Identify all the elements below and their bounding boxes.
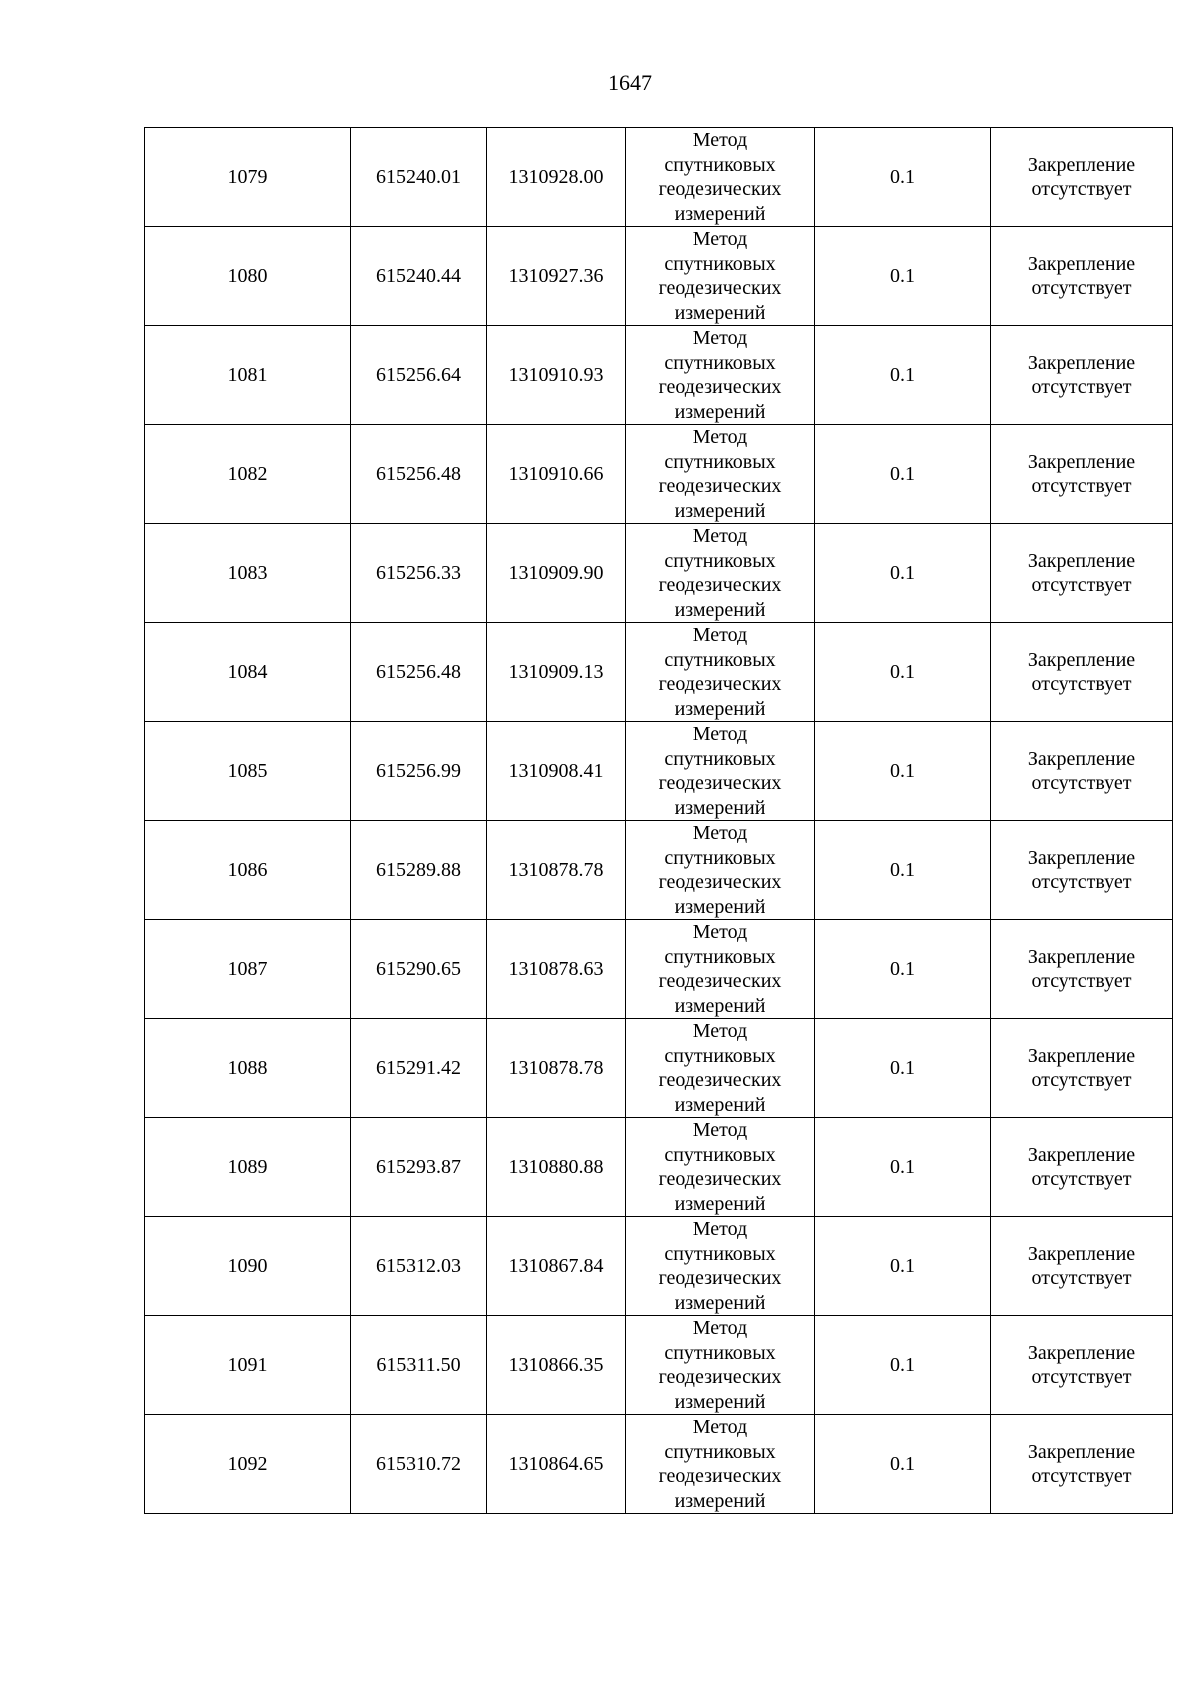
point-number-cell: 1086 [145, 821, 351, 920]
x-coordinate-cell: 615256.99 [351, 722, 487, 821]
fixing-cell [991, 524, 1173, 623]
method-text: Метод спутниковых геодезических измерений [658, 1317, 782, 1413]
x-coordinate-cell: 615256.48 [351, 623, 487, 722]
method-text: Метод спутниковых геодезических измерений [658, 525, 782, 621]
fixing-text: Закрепление отсутствует [1027, 1441, 1136, 1487]
point-number-cell: 1087 [145, 920, 351, 1019]
table-row [145, 425, 1173, 524]
x-coordinate-cell: 615312.03 [351, 1217, 487, 1316]
table-row [145, 524, 1173, 623]
fixing-cell [991, 1217, 1173, 1316]
accuracy-cell: 0.1 [815, 524, 991, 623]
accuracy-cell: 0.1 [815, 821, 991, 920]
method-text: Метод спутниковых геодезических измерений [658, 1020, 782, 1116]
point-number-cell: 1092 [145, 1415, 351, 1514]
table-row [145, 623, 1173, 722]
x-coordinate-cell: 615256.64 [351, 326, 487, 425]
accuracy-cell: 0.1 [815, 425, 991, 524]
x-coordinate-cell: 615290.65 [351, 920, 487, 1019]
fixing-cell [991, 128, 1173, 227]
fixing-cell [991, 1118, 1173, 1217]
x-coordinate-cell: 615240.44 [351, 227, 487, 326]
method-cell [626, 227, 815, 326]
y-coordinate-cell: 1310910.66 [487, 425, 626, 524]
accuracy-cell: 0.1 [815, 128, 991, 227]
method-cell [626, 1316, 815, 1415]
method-cell [626, 1217, 815, 1316]
y-coordinate-cell: 1310866.35 [487, 1316, 626, 1415]
table-row [145, 326, 1173, 425]
x-coordinate-cell: 615240.01 [351, 128, 487, 227]
method-text: Метод спутниковых геодезических измерений [658, 822, 782, 918]
y-coordinate-cell: 1310909.13 [487, 623, 626, 722]
point-number-cell: 1090 [145, 1217, 351, 1316]
y-coordinate-cell: 1310908.41 [487, 722, 626, 821]
table-row [145, 1316, 1173, 1415]
y-coordinate-cell: 1310878.78 [487, 821, 626, 920]
fixing-cell [991, 227, 1173, 326]
accuracy-cell: 0.1 [815, 722, 991, 821]
coordinates-table [144, 127, 1173, 1514]
table-row [145, 1217, 1173, 1316]
fixing-text: Закрепление отсутствует [1027, 253, 1136, 299]
accuracy-cell: 0.1 [815, 1118, 991, 1217]
table-row [145, 1415, 1173, 1514]
fixing-cell [991, 1415, 1173, 1514]
fixing-text: Закрепление отсутствует [1027, 1342, 1136, 1388]
fixing-cell [991, 920, 1173, 1019]
method-text: Метод спутниковых геодезических измерений [658, 1218, 782, 1314]
fixing-cell [991, 821, 1173, 920]
method-cell [626, 1019, 815, 1118]
x-coordinate-cell: 615310.72 [351, 1415, 487, 1514]
point-number-cell: 1081 [145, 326, 351, 425]
fixing-text: Закрепление отсутствует [1027, 946, 1136, 992]
accuracy-cell: 0.1 [815, 1316, 991, 1415]
x-coordinate-cell: 615293.87 [351, 1118, 487, 1217]
point-number-cell: 1083 [145, 524, 351, 623]
y-coordinate-cell: 1310867.84 [487, 1217, 626, 1316]
page-number: 1647 [608, 70, 652, 95]
accuracy-cell: 0.1 [815, 1019, 991, 1118]
fixing-text: Закрепление отсутствует [1027, 748, 1136, 794]
x-coordinate-cell: 615311.50 [351, 1316, 487, 1415]
fixing-text: Закрепление отсутствует [1027, 847, 1136, 893]
method-text: Метод спутниковых геодезических измерений [658, 624, 782, 720]
accuracy-cell: 0.1 [815, 227, 991, 326]
y-coordinate-cell: 1310878.78 [487, 1019, 626, 1118]
fixing-cell [991, 1316, 1173, 1415]
point-number-cell: 1080 [145, 227, 351, 326]
table-row [145, 1019, 1173, 1118]
fixing-text: Закрепление отсутствует [1027, 550, 1136, 596]
method-text: Метод спутниковых геодезических измерений [658, 129, 782, 225]
fixing-text: Закрепление отсутствует [1027, 1144, 1136, 1190]
fixing-cell [991, 326, 1173, 425]
accuracy-cell: 0.1 [815, 920, 991, 1019]
method-cell [626, 326, 815, 425]
method-cell [626, 1118, 815, 1217]
fixing-text: Закрепление отсутствует [1027, 451, 1136, 497]
table-row [145, 227, 1173, 326]
fixing-text: Закрепление отсутствует [1027, 1045, 1136, 1091]
point-number-cell: 1082 [145, 425, 351, 524]
y-coordinate-cell: 1310910.93 [487, 326, 626, 425]
point-number-cell: 1088 [145, 1019, 351, 1118]
accuracy-cell: 0.1 [815, 623, 991, 722]
fixing-text: Закрепление отсутствует [1027, 352, 1136, 398]
point-number-cell: 1084 [145, 623, 351, 722]
fixing-cell [991, 623, 1173, 722]
table-row [145, 128, 1173, 227]
method-text: Метод спутниковых геодезических измерений [658, 327, 782, 423]
y-coordinate-cell: 1310864.65 [487, 1415, 626, 1514]
x-coordinate-cell: 615291.42 [351, 1019, 487, 1118]
fixing-cell [991, 1019, 1173, 1118]
table-row [145, 920, 1173, 1019]
table-row [145, 821, 1173, 920]
method-cell [626, 920, 815, 1019]
y-coordinate-cell: 1310927.36 [487, 227, 626, 326]
accuracy-cell: 0.1 [815, 1217, 991, 1316]
method-cell [626, 128, 815, 227]
table-row [145, 722, 1173, 821]
y-coordinate-cell: 1310928.00 [487, 128, 626, 227]
coordinates-table-body [145, 128, 1173, 1514]
y-coordinate-cell: 1310878.63 [487, 920, 626, 1019]
x-coordinate-cell: 615289.88 [351, 821, 487, 920]
x-coordinate-cell: 615256.48 [351, 425, 487, 524]
table-row [145, 1118, 1173, 1217]
fixing-cell [991, 722, 1173, 821]
method-text: Метод спутниковых геодезических измерений [658, 1119, 782, 1215]
method-text: Метод спутниковых геодезических измерений [658, 723, 782, 819]
method-cell [626, 425, 815, 524]
fixing-text: Закрепление отсутствует [1027, 154, 1136, 200]
fixing-cell [991, 425, 1173, 524]
method-text: Метод спутниковых геодезических измерений [658, 228, 782, 324]
method-text: Метод спутниковых геодезических измерений [658, 921, 782, 1017]
y-coordinate-cell: 1310909.90 [487, 524, 626, 623]
method-text: Метод спутниковых геодезических измерений [658, 426, 782, 522]
accuracy-cell: 0.1 [815, 326, 991, 425]
point-number-cell: 1085 [145, 722, 351, 821]
fixing-text: Закрепление отсутствует [1027, 1243, 1136, 1289]
fixing-text: Закрепление отсутствует [1027, 649, 1136, 695]
method-cell [626, 1415, 815, 1514]
method-cell [626, 524, 815, 623]
y-coordinate-cell: 1310880.88 [487, 1118, 626, 1217]
x-coordinate-cell: 615256.33 [351, 524, 487, 623]
point-number-cell: 1079 [145, 128, 351, 227]
point-number-cell: 1089 [145, 1118, 351, 1217]
method-cell [626, 623, 815, 722]
point-number-cell: 1091 [145, 1316, 351, 1415]
method-cell [626, 722, 815, 821]
method-cell [626, 821, 815, 920]
accuracy-cell: 0.1 [815, 1415, 991, 1514]
method-text: Метод спутниковых геодезических измерений [658, 1416, 782, 1512]
